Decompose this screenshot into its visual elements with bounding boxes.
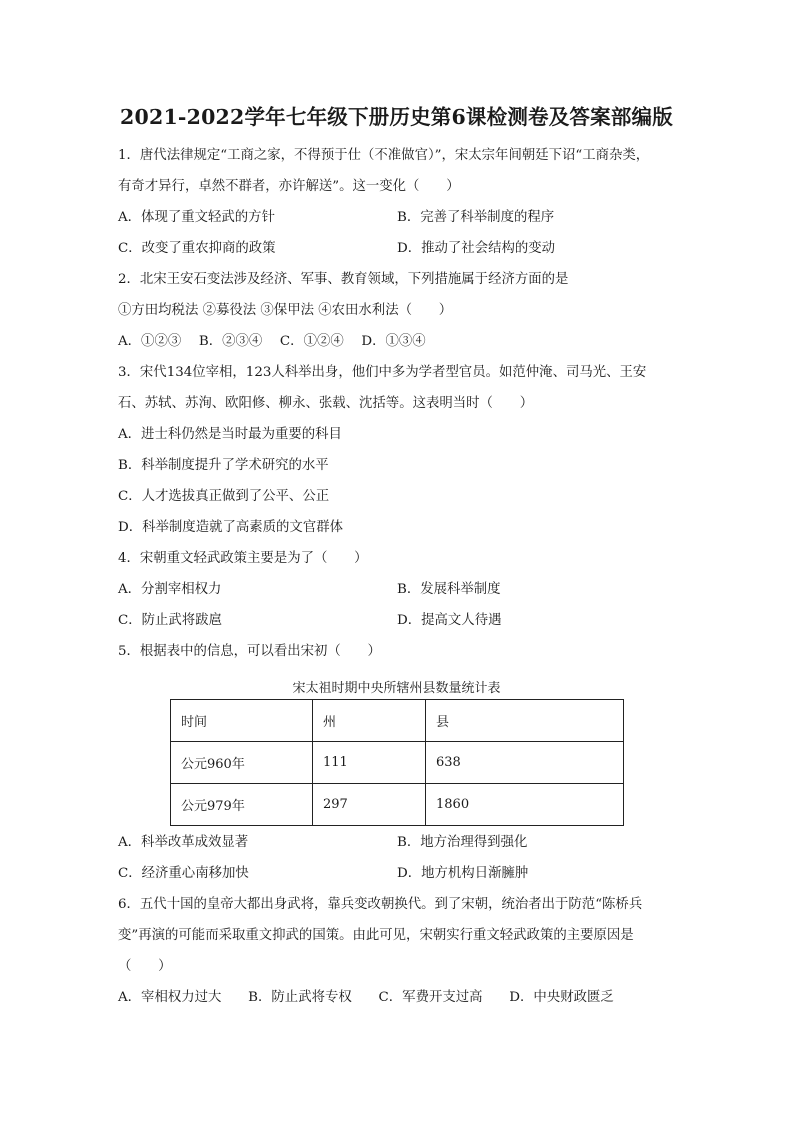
q1-option-b: B．完善了科举制度的程序 [397,210,555,225]
table-header-row [171,700,624,742]
q6-stem-line-2: 变”再演的可能而采取重文抑武的国策。由此可见，宋朝实行重文轻武政策的主要原因是 [118,928,634,943]
table-cell: 公元960年 [171,742,313,784]
q4-option-a: A．分割宰相权力 [118,582,222,597]
table-caption: 宋太祖时期中央所辖州县数量统计表 [292,681,501,696]
q3-option-a: A．进士科仍然是当时最为重要的科目 [118,427,342,442]
header-cell-time: 时间 [171,700,313,742]
q2-stem-line-1: 2．北宋王安石变法涉及经济、军事、教育领域，下列措施属于经济方面的是 [118,272,569,287]
q6-options: A．宰相权力过大 B．防止武将专权 C．军费开支过高 D．中央财政匮乏 [118,990,614,1005]
table-cell: 111 [313,742,426,784]
q5-option-d: D．地方机构日渐臃肿 [397,866,529,881]
table-cell: 公元979年 [171,784,313,826]
q2-options: A．①②③ B．②③④ C．①②④ D．①③④ [118,334,426,349]
table-row [171,784,624,826]
q1-stem-line-2: 有奇才异行，卓然不群者，亦许解送”。这一变化（ ） [118,179,460,194]
q1-stem-line-1: 1．唐代法律规定“工商之家，不得预于仕（不准做官）”，宋太宗年间朝廷下诏“工商杂类， [118,148,650,163]
q4-stem: 4．宋朝重文轻武政策主要是为了（ ） [118,551,368,566]
table-cell: 1860 [426,784,624,826]
q3-stem-line-2: 石、苏轼、苏洵、欧阳修、柳永、张载、沈括等。这表明当时（ ） [118,396,534,411]
q3-stem-line-1: 3．宋代134位宰相，123人科举出身，他们中多为学者型官员。如范仲淹、司马光、王安 [118,365,647,380]
q1-option-d: D．推动了社会结构的变动 [397,241,556,256]
q4-option-c: C．防止武将跋扈 [118,613,222,628]
table-cell: 297 [313,784,426,826]
q4-option-d: D．提高文人待遇 [397,613,502,628]
q5-stem: 5．根据表中的信息，可以看出宋初（ ） [118,644,381,659]
q6-stem-line-3: （ ） [118,959,172,974]
q3-option-c: C．人才选拔真正做到了公平、公正 [118,489,330,504]
table-cell: 638 [426,742,624,784]
q2-stem-line-2: ①方田均税法 ②募役法 ③保甲法 ④农田水利法（ ） [118,303,453,318]
q6-stem-line-1: 6．五代十国的皇帝大都出身武将，靠兵变改朝换代。到了宋朝，统治者出于防范“陈桥兵 [118,897,643,912]
q4-option-b: B．发展科举制度 [397,582,501,597]
q1-option-a: A．体现了重文轻武的方针 [118,210,275,225]
q5-option-a: A．科举改革成效显著 [118,835,249,850]
header-cell-prefecture: 州 [313,700,426,742]
header-cell-county: 县 [426,700,624,742]
q3-option-b: B．科举制度提升了学术研究的水平 [118,458,329,473]
table-row [171,742,624,784]
page-title: 2021-2022学年七年级下册历史第6课检测卷及答案部编版 [120,105,673,129]
q5-option-c: C．经济重心南移加快 [118,866,249,881]
q5-option-b: B．地方治理得到强化 [397,835,528,850]
q3-option-d: D．科举制度造就了高素质的文官群体 [118,520,343,535]
statistics-table [170,699,624,826]
q1-option-c: C．改变了重农抑商的政策 [118,241,276,256]
